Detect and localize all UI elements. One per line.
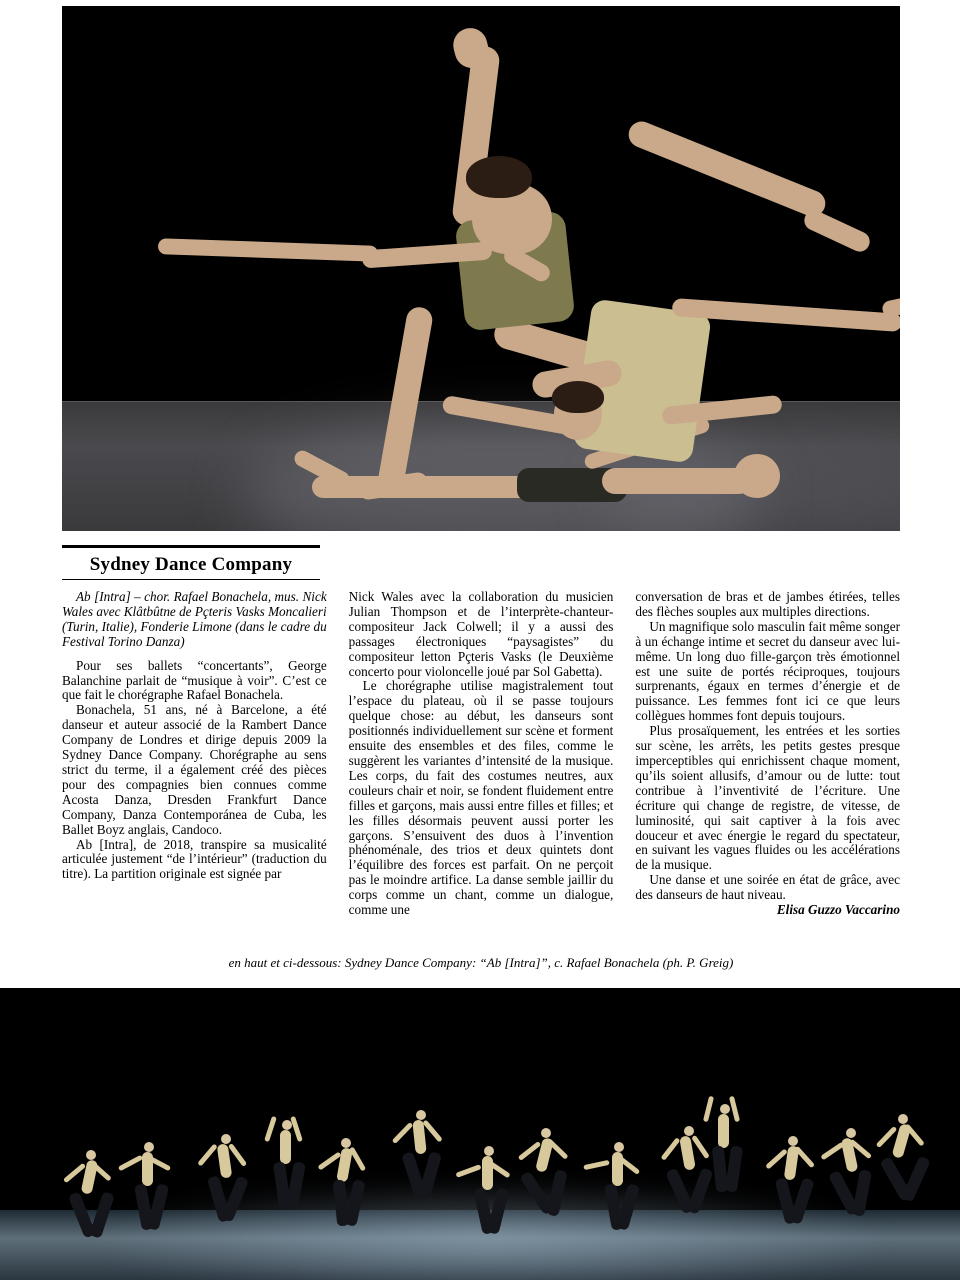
col1-paragraph-1: Pour ses ballets “concertants”, George Balanchine parlait de “musique à voir”. C’est ce que fait le chorégraphe Rafael Bonachela. [62, 657, 327, 703]
text-columns [62, 590, 900, 918]
col3-paragraph-3: Plus prosaïquement, les entrées et les sorties sur scène, les arrêts, les petits gestes presque imperceptibles qui enrichissent chaque moment, qu’ils soient allusifs, d’amour ou de lutte: tout contribue à l’inventivité de l’écriture. Une écriture qui change de registre, de vitesse, de luminosité, qui sait captiver à la fois avec douceur et avec énergie le regard du spectateur, en suivant les vagues fluides ou les accélérations de la musique. [635, 723, 901, 873]
col3-paragraph-2: Un magnifique solo masculin fait même songer à un échange intime et secret du danseur avec lui-même. Un long duo fille-garçon très émotionnel est une suite de portés réciproques, toujours surprenants, égaux en termes d’énergie et de puissance. Les femmes font ici ce que leurs collègues hommes font depuis toujours. [635, 618, 901, 724]
bottom-photograph [0, 988, 960, 1280]
column-two [349, 590, 614, 918]
article-body [62, 545, 900, 918]
standfirst-credits: Ab [Intra] – chor. Rafael Bonachela, mus. Nick Wales avec Klâtbûtne de Pçteris Vasks Moncalieri (Turin, Italie), Fonderie Limone (dans le cadre du Festival Torino Danza) [62, 589, 327, 649]
caption-container [62, 955, 900, 971]
column-one [62, 590, 327, 882]
col2-paragraph-2: Le chorégraphe utilise magistralement tout l’espace du plateau, où il se passe toujours quelque chose: au début, les danseurs sont positionnés individuellement sur scène et forment ensuite des ensembles et des files, comme le suggèrent les variantes d’intensité de la musique. Les corps, du fait des costumes neutres, aux couleurs chair et noir, se fondent fluidement entre filles et garçons, mais aussi entre filles et filles; et les filles désormais peuvent aussi porter les garçons. S’ensuivent des duos à l’invention phénoménale, des trios et deux quintets dont l’équilibre des forces est parfait. On ne perçoit pas le moindre artifice. La danse semble jaillir du corps comme un chant, comme un dialogue, comme une [348, 678, 614, 918]
headline-rule-bottom [62, 579, 320, 580]
col2-paragraph-1: Nick Wales avec la collaboration du musicien Julian Thompson et de l’interprète-chanteur-compositeur Jack Colwell; il y a aussi des passages électroniques “paysagistes” du compositeur letton Pçteris Vasks (le Deuxième concerto pour violoncelle joué par Sol Gabetta). [348, 589, 614, 679]
top-photograph [62, 6, 900, 531]
col1-paragraph-2: Bonachela, 51 ans, né à Barcelone, a été danseur et auteur associé de la Rambert Dance Company de Londres et dirige depuis 2009 la Sydney Dance Company. Chorégraphe au sens strict du terme, il a également créé des pièces pour des compagnies bien connues comme Acosta Danza, Dresden Frankfurt Dance Company, Danza Contemporánea de Cuba, les Ballet Boyz anglais, Candoco. [62, 702, 327, 837]
photo-caption: en haut et ci-dessous: Sydney Dance Company: “Ab [Intra]”, c. Rafael Bonachela (ph. P. Greig) [228, 955, 734, 970]
column-three [635, 590, 900, 918]
col3-paragraph-4: Une danse et une soirée en état de grâce, avec des danseurs de haut niveau. [635, 872, 901, 903]
author-signature: Elisa Guzzo Vaccarino [776, 902, 901, 918]
col3-paragraph-1: conversation de bras et de jambes étirées, telles des flèches souples aux multiples directions. [635, 589, 901, 619]
col1-paragraph-3: Ab [Intra], de 2018, transpire sa musicalité articulée justement “de l’intérieur” (traduction du titre). La partition originale est signée par [62, 836, 327, 882]
page-title: Sydney Dance Company [89, 554, 293, 575]
headline-rule-top [62, 545, 320, 548]
